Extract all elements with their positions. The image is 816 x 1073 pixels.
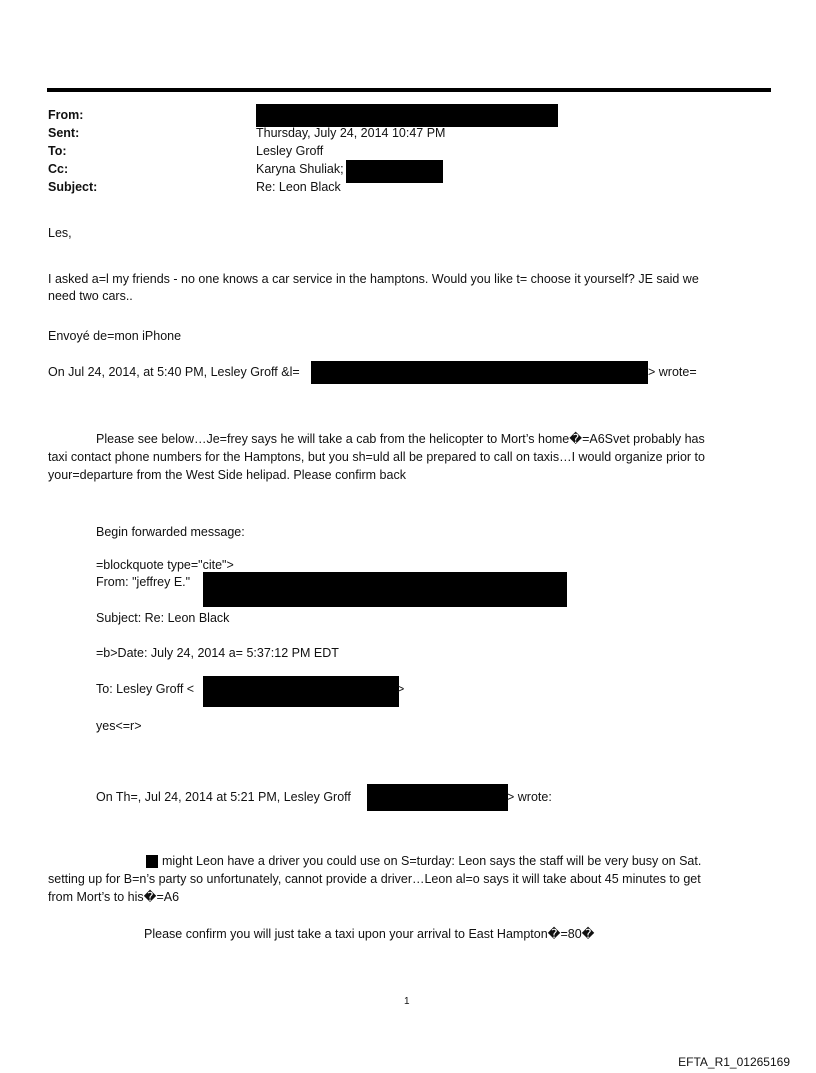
page-number: 1 bbox=[404, 996, 410, 1007]
fwd-date: =b>Date: July 24, 2014 a= 5:37:12 PM EDT bbox=[96, 646, 339, 660]
redaction-fwd-to bbox=[203, 676, 399, 707]
reply-yes: yes<=r> bbox=[96, 719, 142, 733]
redaction-name bbox=[146, 855, 158, 868]
subject-label: Subject: bbox=[48, 180, 98, 194]
to-label: To: bbox=[48, 144, 67, 158]
quote-header: On Jul 24, 2014, at 5:40 PM, Lesley Groff &l= bbox=[48, 365, 300, 379]
to-value: Lesley Groff bbox=[256, 144, 324, 158]
fwd-to-suffix: > bbox=[397, 682, 405, 696]
forwarded-heading: Begin forwarded message: bbox=[96, 525, 245, 539]
redaction-cc bbox=[346, 160, 443, 183]
body-line: your=departure from the West Side helipad. Please confirm back bbox=[48, 468, 406, 482]
fwd-to: To: Lesley Groff < bbox=[96, 682, 195, 696]
body-line: Please see below…Je=frey says he will take a cab from the helicopter to Mort’s home�=A6Svet probably has bbox=[96, 432, 705, 446]
greeting: Les, bbox=[48, 226, 72, 240]
cc-label: Cc: bbox=[48, 162, 69, 176]
header-rule bbox=[47, 88, 771, 92]
redaction-fwd-from bbox=[203, 572, 567, 607]
body-line: might Leon have a driver you could use on S=turday: Leon says the staff will be very busy on Sat. bbox=[162, 854, 702, 868]
redaction-email bbox=[311, 361, 648, 384]
document-id: EFTA_R1_01265169 bbox=[678, 1055, 790, 1069]
body-line: taxi contact phone numbers for the Hamptons, but you sh=uld all be prepared to call on taxis…I would organize prior to bbox=[48, 450, 705, 464]
redaction-from bbox=[256, 104, 558, 127]
fwd-from: From: "jeffrey E." bbox=[96, 575, 191, 589]
blockquote-text: =blockquote type="cite"> bbox=[96, 558, 234, 572]
quote-header-2: On Th=, Jul 24, 2014 at 5:21 PM, Lesley Groff bbox=[96, 790, 351, 804]
sent-label: Sent: bbox=[48, 126, 80, 140]
cc-value: Karyna Shuliak; bbox=[256, 162, 344, 176]
from-label: From: bbox=[48, 108, 84, 122]
body-line: from Mort’s to his�=A6 bbox=[48, 890, 180, 904]
quote-header-2-suffix: > wrote: bbox=[507, 790, 552, 804]
body-line: I asked a=l my friends - no one knows a car service in the hamptons. Would you like t= choose it yourself? JE said we bbox=[48, 272, 699, 286]
fwd-subject: Subject: Re: Leon Black bbox=[96, 611, 230, 625]
body-line: need two cars.. bbox=[48, 289, 133, 303]
body-line: Please confirm you will just take a taxi upon your arrival to East Hampton�=80� bbox=[144, 927, 595, 941]
body-line: setting up for B=n’s party so unfortunately, cannot provide a driver…Leon al=o says it will take about 45 minutes to get bbox=[48, 872, 701, 886]
quote-header-suffix: > wrote= bbox=[648, 365, 697, 379]
subject-value: Re: Leon Black bbox=[256, 180, 341, 194]
signature: Envoyé de=mon iPhone bbox=[48, 329, 182, 343]
redaction-email-2 bbox=[367, 784, 508, 811]
sent-value: Thursday, July 24, 2014 10:47 PM bbox=[256, 126, 446, 140]
